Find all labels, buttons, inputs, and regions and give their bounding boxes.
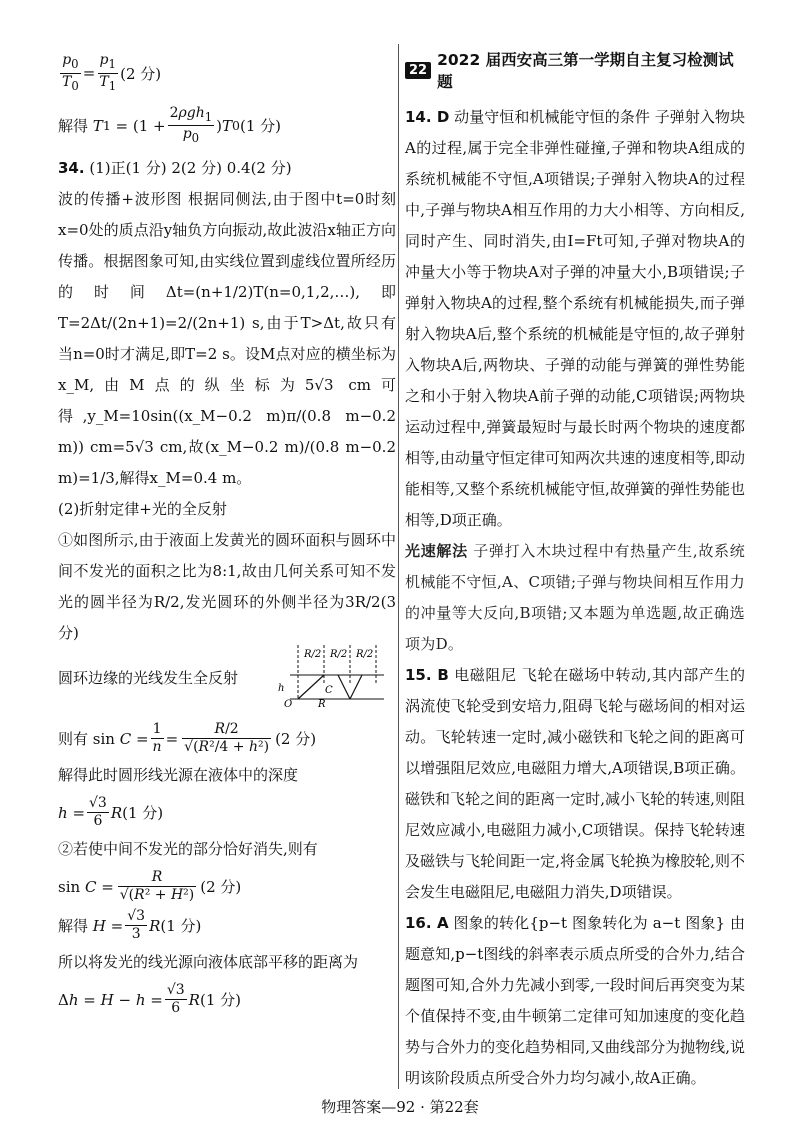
exam-title: 2022 届西安高三第一学期自主复习检测试题 [437,51,734,91]
q16-text: 图象的转化{p−t 图象转化为 a−t 图象} 由题意知,p−t图线的斜率表示质点所受的合外力,结合题图可知,合外力先减小到零,一段时间后再突变为某个值保持不变,由牛顿第二定律可知加速度的变化趋势与合外力的变化趋势相同,又曲线部分为抛物线,说明该阶段质点所受合外力均匀减小,故A正确。 [405,914,745,1087]
refraction-diagram [270,641,390,707]
page-footer: 物理答案—92 · 第22套 [321,1098,479,1116]
exam-header [405,48,745,92]
eq6-prefix: 解得 [58,917,89,936]
q14-answer [405,102,745,536]
right-column [405,48,745,1094]
equation-1: $\frac{p_0}{T_0}$ = $\frac{p_1}{T_1}$ (2 分) [62,52,162,93]
diagram-h-label: h [278,683,285,695]
equation-2: 解得 T 1 = (1 + $\frac{2\rho gh_1}{p_0}$ ) T 0 (1 分) [58,104,282,146]
diagram-row [58,649,396,715]
q14-label: 14. D [405,108,450,126]
diagram-top-label-3: R/2 [356,649,374,661]
eq4-score: (1 分) [122,804,164,823]
equation-4: h = $\frac{√3}{6}$ R (1 分) [58,795,164,830]
eq2-prefix: 解得 [58,117,89,136]
q34-answer-text: (1)正(1 分) 2(2 分) 0.4(2 分) [89,159,292,178]
column-divider [398,44,399,1089]
q14-text: 动量守恒和机械能守恒的条件 子弹射入物块A的过程,属于完全非弹性碰撞,子弹和物块A组成的系统机械能不守恒,A项错误;子弹射入物块A的过程中,子弹与物块A相互作用的力大小相等、方向相反,同时产生、同时消失,由I=Ft可知,子弹对物块A的冲量大小等于物块A对子弹的冲量大小,B项错误;子弹射入物块A的过程,整个系统有机械能损失,而子弹射入物块A后,整个系统的机械能是守恒的,故子弹射入物块A后,两物块、子弹的动能与弹簧的弹性势能之和小于射入物块A前子弹的动能,C项错误;两物块运动过程中,弹簧最短时与最长时两个物块的速度都相等,由动量守恒定律可知两次共速的速度相等,即动能相等,又整个系统机械能守恒,故弹簧的弹性势能也相等,D项正确。 [405,108,745,529]
eq2-score: (1 分) [240,117,282,136]
diagram-o-label: O [284,699,293,708]
quick-solution-label: 光速解法 [405,542,468,560]
eq5-score: (2 分) [200,878,242,897]
diagram-angle-label: C [325,685,333,697]
q15-label: 15. B [405,666,449,684]
quick-solution-text: 子弹打入木块过程中有热量产生,故系统机械能不守恒,A、C项错;子弹与物块间相互作用力的冲量等大反向,B项错;又本题为单选题,故正确选项为D。 [405,542,746,653]
exam-number-badge: 22 [405,62,431,79]
eq6-score: (1 分) [160,917,202,936]
q34-paragraph-2: ①如图所示,由于液面上发黄光的圆环面积与圆环中间不发光的面积之比为8:1,故由几何关系可知不发光的圆半径为R/2,发光圆环的外侧半径为3R/2(3 分) [58,531,396,643]
q34-paragraph-5: ②若使中间不发光的部分恰好消失,则有 [58,840,318,859]
diagram-top-label-2: R/2 [330,649,348,661]
q34-answers [58,153,396,184]
q15-answer [405,660,745,908]
q34-part2-title: (2)折射定律+光的全反射 [58,500,227,519]
diagram-top-label-1: R/2 [304,649,322,661]
q16-answer [405,908,745,1094]
q16-label: 16. A [405,914,449,932]
q34-paragraph-3: 圆环边缘的光线发生全反射 [58,669,239,688]
eq3-prefix: 则有 [58,730,89,749]
eq1-score: (2 分) [120,64,162,83]
q34-paragraph-6: 所以将发光的线光源向液体底部平移的距离为 [58,953,359,972]
left-column [58,48,396,1021]
equation-7: Δ h = H − h = $\frac{√3}{6}$ R (1 分) [58,982,241,1017]
q34-paragraph-4: 解得此时圆形线光源在液体中的深度 [58,766,299,785]
q15-text: 电磁阻尼 飞轮在磁场中转动,其内部产生的涡流使飞轮受到安培力,阻碍飞轮与磁场间的相对运动。飞轮转速一定时,减小磁铁和飞轮之间的距离可以增强阻尼效应,电磁阻力增大,A项错误,B项正确。磁铁和飞轮之间的距离一定时,减小飞轮的转速,则阻尼效应减小,电磁阻力减小,C项错误。保持飞轮转速及磁铁与飞轮间距一定,将金属飞轮换为橡胶轮,则不会发生电磁阻尼,电磁阻力消失,D项错误。 [405,666,745,901]
eq7-score: (1 分) [199,991,241,1010]
q34-label: 34. [58,159,85,178]
diagram-r-label: R [318,699,326,708]
equation-5: sin C = $\frac{R}{\text{√(R² + H²)}}$ (2 分) [58,869,242,904]
q34-paragraph-1: 波的传播+波形图 根据同侧法,由于图中t=0时刻x=0处的质点沿y轴负方向振动,故此波沿x轴正方向传播。根据图象可知,由实线位置到虚线位置所经历的时间Δt=(n+1/2)T(n=0,1,2,…),即T=2Δt/(2n+1)=2/(2n+1) s,由于T>Δt,故只有当n=0时才满足,即T=2 s。设M点对应的横坐标为x_M,由M点的纵坐标为5√3 cm可得,y_M=10sin((x_M−0.2 m)π/(0.8 m−0.2 m)) cm=5√3 cm,故(x_M−0.2 m)/(0.8 m−0.2 m)=1/3,解得x_M=0.4 m。 [58,190,396,488]
eq3-score: (2 分) [275,730,317,749]
equation-3: 则有 sin C = $\frac{1}{n}$ = $\frac{R/2}{\text{√(R²/4 + h²)}}$ (2 分) [58,721,317,756]
quick-solution [405,536,745,660]
equation-6: 解得 H = $\frac{√3}{3}$ R (1 分) [58,908,202,943]
